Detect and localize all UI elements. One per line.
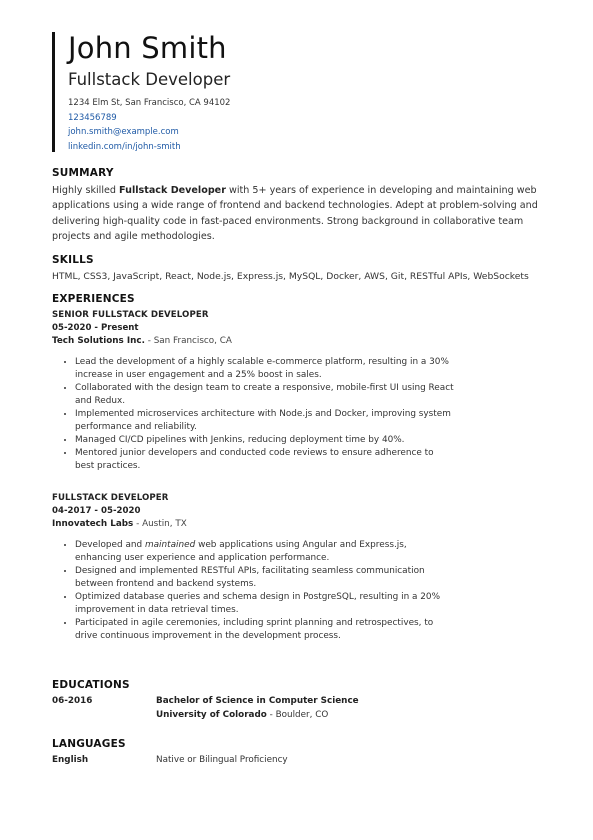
company-name: Tech Solutions Inc.: [52, 336, 145, 346]
list-item: • Collaborated with the design team to create a responsive, mobile-first UI using React and Redux.: [75, 382, 455, 408]
list-item: • Designed and implemented RESTful APIs, facilitating seamless communication between frontend and backend systems.: [75, 565, 455, 591]
email-link[interactable]: john.smith@example.com: [68, 127, 179, 137]
degree-name: Bachelor of Science in Computer Science: [156, 696, 359, 706]
language-level: Native or Bilingual Proficiency: [156, 755, 288, 765]
bullet-text-emphasis: maintained: [144, 540, 196, 550]
list-item: • Lead the development of a highly scalable e-commerce platform, resulting in a 30% increase in user engagement and a 25% boost in sales.: [75, 356, 455, 382]
list-item: • Implemented microservices architecture with Node.js and Docker, improving system performance and reliability.: [75, 408, 455, 434]
job-headline: Fullstack Developer: [68, 70, 231, 89]
education-details: [156, 695, 359, 722]
job-bullets: [52, 356, 455, 473]
bullet-text-post: web applications using Angular and Express.js, enhancing user experience and application performance.: [75, 540, 407, 563]
list-item: • Participated in agile ceremonies, including sprint planning and retrospectives, to drive continuous improvement in the development process.: [75, 617, 455, 643]
skills-section: [52, 253, 552, 284]
contact-info: [68, 96, 230, 154]
summary-heading: SUMMARY: [52, 167, 114, 179]
company-location: - Austin, TX: [133, 519, 187, 529]
job-dates: 05-2020 - Present: [52, 323, 139, 333]
list-item: • Optimized database queries and schema design in PostgreSQL, resulting in a 20% improvement in data retrieval times.: [75, 591, 455, 617]
educations-heading: EDUCATIONS: [52, 679, 130, 691]
job-dates: 04-2017 - 05-2020: [52, 506, 141, 516]
languages-section: [52, 737, 552, 768]
summary-text-pre: Highly skilled: [52, 185, 120, 196]
job-company: [52, 518, 552, 531]
job-company: [52, 335, 552, 348]
education-school: [156, 709, 359, 723]
language-name: English: [52, 755, 89, 765]
bullet-text-pre: Developed and: [75, 540, 145, 550]
linkedin-link[interactable]: linkedin.com/in/john-smith: [68, 141, 181, 152]
list-item: • Managed CI/CD pipelines with Jenkins, reducing deployment time by 40%.: [75, 434, 455, 447]
school-name: University of Colorado: [156, 709, 267, 720]
summary-section: [52, 166, 552, 245]
summary-text-post: with 5+ years of experience in developing and maintaining web applications using a wide range of frontend and backend technologies. Adept at problem-solving and delivering high-quality code in fast-paced environments. Strong background in collaborative team projects and agile methodologies.: [52, 185, 538, 243]
job-entry: [52, 492, 552, 643]
experiences-heading: EXPERIENCES: [52, 293, 135, 305]
language-entry: [52, 754, 552, 768]
company-name: Innovatech Labs: [52, 519, 134, 529]
skills-heading: SKILLS: [52, 254, 94, 266]
skills-text: HTML, CSS3, JavaScript, React, Node.js, Express.js, MySQL, Docker, AWS, Git, RESTful APIs, WebSockets: [52, 271, 529, 282]
job-bullets: [52, 539, 455, 643]
school-location: - Boulder, CO: [266, 709, 329, 720]
education-entry: [52, 695, 552, 722]
summary-text-bold: Fullstack Developer: [119, 185, 226, 196]
phone-link[interactable]: 123456789: [68, 112, 117, 123]
education-degree: [156, 695, 359, 709]
company-location: - San Francisco, CA: [144, 336, 232, 346]
job-title: SENIOR FULLSTACK DEVELOPER: [52, 310, 209, 320]
summary-text: [52, 183, 552, 245]
list-item: • Mentored junior developers and conducted code reviews to ensure adherence to best practices.: [75, 447, 455, 473]
job-title: FULLSTACK DEVELOPER: [52, 493, 169, 503]
candidate-name: John Smith: [68, 31, 227, 65]
resume-header: [52, 32, 230, 152]
education-date: 06-2016: [52, 696, 93, 706]
address: 1234 Elm St, San Francisco, CA 94102: [68, 98, 231, 108]
job-entry: [52, 309, 552, 473]
educations-section: [52, 678, 552, 722]
experiences-section: [52, 292, 552, 643]
list-item: [75, 539, 455, 565]
languages-heading: LANGUAGES: [52, 738, 126, 750]
